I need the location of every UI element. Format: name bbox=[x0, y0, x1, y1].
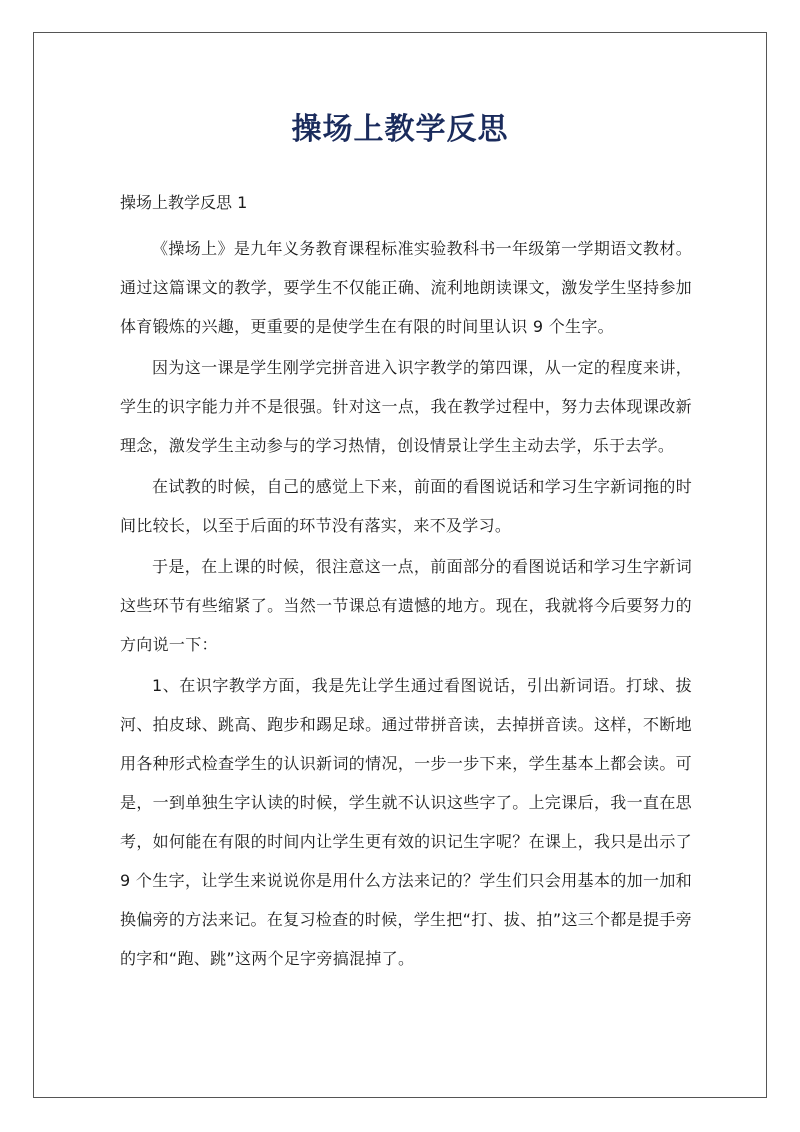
document-title: 操场上教学反思 bbox=[291, 112, 509, 147]
paragraph: 《操场上》是九年义务教育课程标准实验教科书一年级第一学期语文教材。通过这篇课文的教学，要学生不仅能正确、流利地朗读课文，激发学生坚持参加体育锻炼的兴趣，更重要的是使学生在有限的时间里认识 9 个生字。 bbox=[120, 239, 692, 336]
paragraph: 在试教的时候，自己的感觉上下来，前面的看图说话和学习生字新词拖的时间比较长，以至于后面的环节没有落实，来不及学习。 bbox=[120, 477, 692, 535]
section-subheading: 操场上教学反思 1 bbox=[120, 193, 248, 212]
paragraph: 1、在识字教学方面，我是先让学生通过看图说话，引出新词语。打球、拔河、拍皮球、跳高、跑步和踢足球。通过带拼音读，去掉拼音读。这样，不断地用各种形式检查学生的认识新词的情况，一步一步下来，学生基本上都会读。可是，一到单独生字认读的时候，学生就不认识这些字了。上完课后，我一直在思考，如何能在有限的时间内让学生更有效的识记生字呢？在课上，我只是出示了 9 个生字，让学生来说说你是用什么方法来记的？学生们只会用基本的加一加和换偏旁的方法来记。在复习检查的时候，学生把“打、拔、拍”这三个都是提手旁的字和“跑、跳”这两个足字旁搞混掉了。 bbox=[120, 676, 692, 968]
document-body bbox=[120, 229, 692, 980]
paragraph: 于是，在上课的时候，很注意这一点，前面部分的看图说话和学习生字新词这些环节有些缩紧了。当然一节课总有遗憾的地方。现在，我就将今后要努力的方向说一下： bbox=[120, 557, 692, 654]
paragraph: 因为这一课是学生刚学完拼音进入识字教学的第四课，从一定的程度来讲，学生的识字能力并不是很强。针对这一点，我在教学过程中，努力去体现课改新理念，激发学生主动参与的学习热情，创设情景让学生主动去学，乐于去学。 bbox=[120, 358, 692, 455]
